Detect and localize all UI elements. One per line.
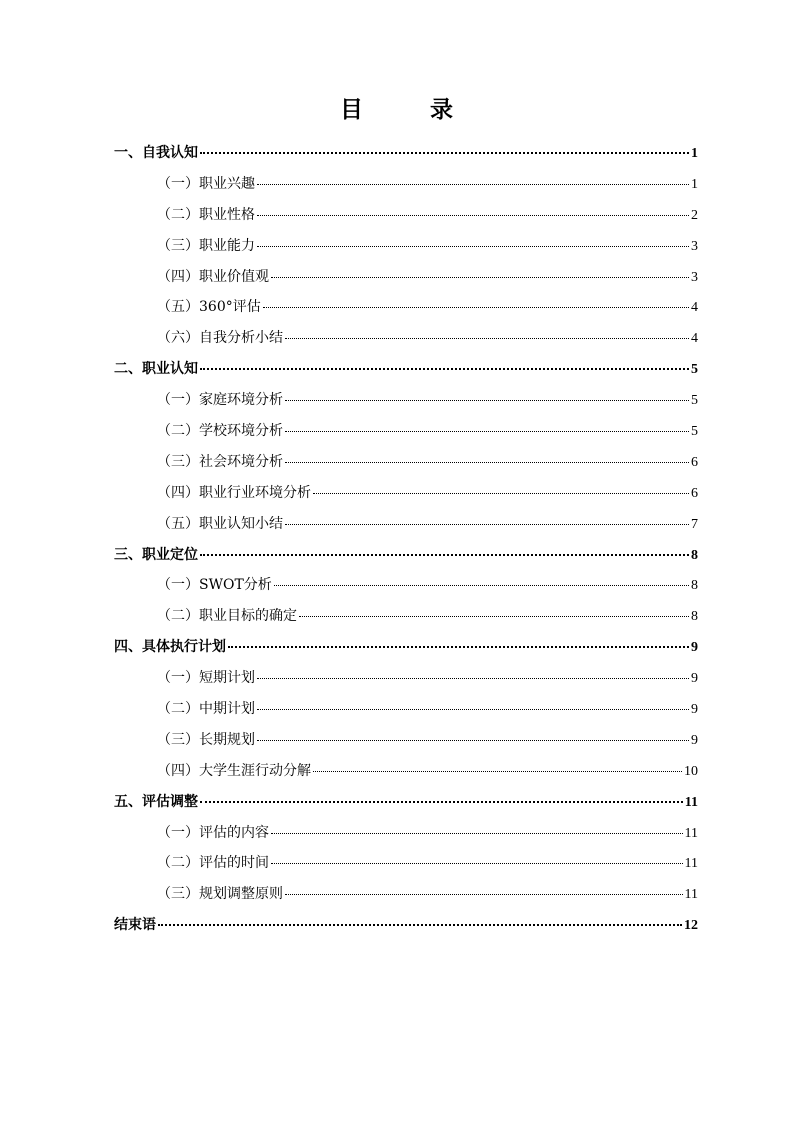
- toc-section-entry[interactable]: [114, 416, 698, 447]
- toc-entry-label: （一）SWOT分析: [157, 577, 272, 594]
- toc-entry-label: （二）中期计划: [157, 701, 255, 718]
- toc-section-entry[interactable]: [114, 292, 698, 323]
- toc-page-number: 11: [684, 794, 698, 810]
- toc-page-number: 7: [691, 516, 698, 532]
- toc-page-number: 10: [684, 763, 698, 779]
- toc-page-number: 4: [691, 300, 698, 316]
- toc-entry-label: 五、评估调整: [114, 793, 198, 810]
- toc-page-number: 11: [684, 856, 698, 872]
- toc-entry-label: （三）社会环境分析: [157, 453, 283, 470]
- toc-section-entry[interactable]: [114, 231, 698, 262]
- toc-chapter-entry[interactable]: [114, 910, 698, 941]
- toc-entry-label: （三）长期规划: [157, 731, 255, 748]
- toc-entry-label: （二）评估的时间: [157, 855, 269, 872]
- toc-dot-leader: [158, 924, 682, 926]
- toc-page-number: 2: [691, 207, 698, 223]
- toc-entry-label: （四）职业行业环境分析: [157, 484, 311, 501]
- toc-page-number: 4: [691, 331, 698, 347]
- toc-page-number: 1: [691, 176, 698, 192]
- toc-entry-label: 一、自我认知: [114, 145, 198, 161]
- toc-dot-leader: [257, 184, 689, 185]
- toc-dot-leader: [274, 585, 689, 586]
- toc-entry-label: （五）职业认知小结: [157, 515, 283, 532]
- toc-page-number: 12: [684, 918, 698, 934]
- toc-entry-label: （二）学校环境分析: [157, 423, 283, 440]
- toc-section-entry[interactable]: [114, 818, 698, 849]
- toc-page-number: 8: [691, 547, 698, 563]
- page-title: 目 录: [340, 97, 475, 123]
- toc-dot-leader: [299, 616, 689, 617]
- toc-entry-label: （五）360°评估: [157, 299, 261, 316]
- toc-section-entry[interactable]: [114, 323, 698, 354]
- toc-page-number: 1: [691, 146, 698, 161]
- toc-page-number: 5: [691, 393, 698, 409]
- toc-section-entry[interactable]: [114, 725, 698, 756]
- toc-page-number: 6: [691, 485, 698, 501]
- toc-entry-label: （一）评估的内容: [157, 824, 269, 841]
- toc-dot-leader: [285, 431, 689, 432]
- toc-section-entry[interactable]: [114, 509, 698, 540]
- toc-chapter-entry[interactable]: [114, 787, 698, 818]
- toc-section-entry[interactable]: [114, 848, 698, 879]
- toc-page-number: 5: [691, 424, 698, 440]
- toc-entry-label: （四）大学生涯行动分解: [157, 762, 311, 779]
- toc-page-number: 11: [684, 887, 698, 903]
- toc-dot-leader: [285, 338, 689, 339]
- toc-chapter-entry[interactable]: [114, 138, 698, 169]
- toc-dot-leader: [257, 215, 689, 216]
- toc-entry-label: （三）规划调整原则: [157, 886, 283, 903]
- toc-entry-label: 三、职业定位: [114, 546, 198, 563]
- toc-dot-leader: [271, 833, 683, 834]
- toc-entry-label: （一）职业兴趣: [157, 175, 255, 192]
- toc-section-entry[interactable]: [114, 169, 698, 200]
- toc-section-entry[interactable]: [114, 756, 698, 787]
- toc-section-entry[interactable]: [114, 262, 698, 293]
- toc-entry-label: （六）自我分析小结: [157, 330, 283, 347]
- toc-section-entry[interactable]: [114, 694, 698, 725]
- toc-page-number: 3: [691, 269, 698, 285]
- toc-section-entry[interactable]: [114, 570, 698, 601]
- toc-page-number: 9: [691, 732, 698, 748]
- toc-section-entry[interactable]: [114, 447, 698, 478]
- toc-page-number: 11: [684, 825, 698, 841]
- toc-dot-leader: [257, 740, 689, 741]
- table-of-contents: [114, 138, 698, 941]
- toc-entry-label: 四、具体执行计划: [114, 639, 226, 656]
- toc-entry-label: （一）短期计划: [157, 670, 255, 687]
- toc-page-number: 8: [691, 578, 698, 594]
- toc-dot-leader: [313, 493, 689, 494]
- toc-section-entry[interactable]: [114, 663, 698, 694]
- toc-entry-label: （二）职业目标的确定: [157, 608, 297, 625]
- toc-page-number: 9: [691, 702, 698, 718]
- toc-dot-leader: [285, 462, 689, 463]
- toc-chapter-entry[interactable]: [114, 540, 698, 571]
- toc-dot-leader: [313, 771, 682, 772]
- toc-section-entry[interactable]: [114, 601, 698, 632]
- toc-page-number: 9: [691, 640, 698, 656]
- toc-section-entry[interactable]: [114, 478, 698, 509]
- toc-dot-leader: [228, 646, 689, 648]
- toc-chapter-entry[interactable]: [114, 354, 698, 385]
- toc-section-entry[interactable]: [114, 200, 698, 231]
- toc-entry-label: （三）职业能力: [157, 237, 255, 254]
- toc-dot-leader: [257, 678, 689, 679]
- toc-dot-leader: [263, 307, 689, 308]
- toc-page-number: 5: [691, 362, 698, 378]
- toc-chapter-entry[interactable]: [114, 632, 698, 663]
- toc-dot-leader: [271, 277, 689, 278]
- toc-dot-leader: [285, 400, 689, 401]
- toc-dot-leader: [257, 246, 689, 247]
- toc-dot-leader: [200, 152, 689, 154]
- toc-dot-leader: [200, 368, 689, 370]
- toc-dot-leader: [200, 801, 683, 803]
- toc-entry-label: （一）家庭环境分析: [157, 392, 283, 409]
- toc-dot-leader: [285, 524, 689, 525]
- toc-section-entry[interactable]: [114, 879, 698, 910]
- toc-page-number: 9: [691, 671, 698, 687]
- toc-entry-label: 二、职业认知: [114, 361, 198, 378]
- toc-page-number: 3: [691, 238, 698, 254]
- toc-page-number: 6: [691, 454, 698, 470]
- toc-entry-label: （二）职业性格: [157, 206, 255, 223]
- toc-dot-leader: [200, 554, 689, 556]
- toc-entry-label: 结束语: [114, 917, 156, 934]
- toc-section-entry[interactable]: [114, 385, 698, 416]
- toc-dot-leader: [257, 709, 689, 710]
- toc-dot-leader: [271, 863, 683, 864]
- toc-dot-leader: [285, 894, 683, 895]
- toc-entry-label: （四）职业价值观: [157, 268, 269, 285]
- toc-page-number: 8: [691, 609, 698, 625]
